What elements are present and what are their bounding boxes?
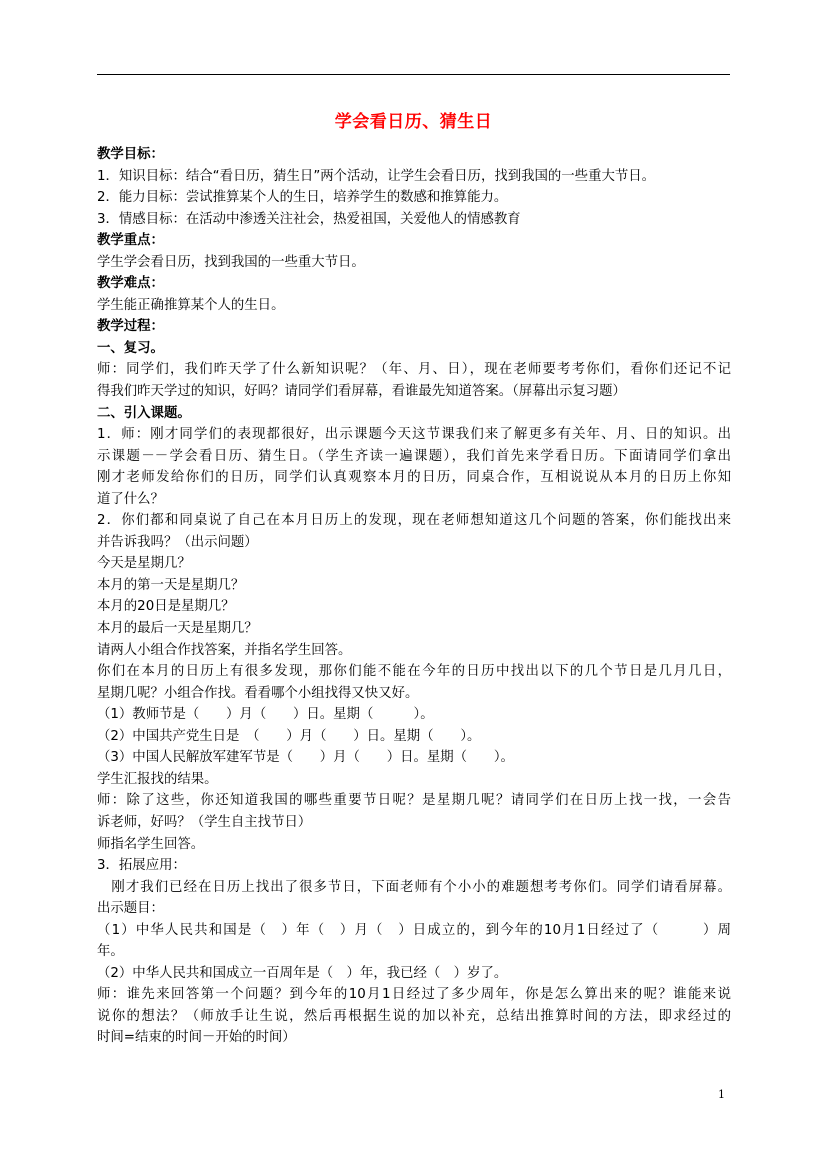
text-line: 年。 [97,944,124,960]
text-line: 2．你们都和同桌说了自己在本月日历上的发现，现在老师想知道这几个问题的答案，你们能找出来 [97,513,731,529]
section-heading: 一、复习。 [97,340,164,356]
text-line: 3．情感目标：在活动中渗透关注社会，热爱祖国，关爱他人的情感教育 [97,211,521,227]
section-heading: 二、引入课题。 [97,405,191,421]
text-line: 学生学会看日历，找到我国的一些重大节日。 [97,254,365,270]
text-line: 1．知识目标：结合“看日历，猜生日”两个活动，让学生会看日历，找到我国的一些重大节日。 [97,168,656,184]
text-line: 本月的最后一天是星期几？ [97,621,258,637]
text-line: 说你的想法？（师放手让生说，然后再根据生说的加以补充，总结出推算时间的方法，即求经过的 [97,1008,731,1024]
text-line: 请两人小组合作找答案，并指名学生回答。 [97,642,352,658]
section-heading: 教学难点： [97,276,164,292]
text-line: 示课题－－学会看日历、猜生日。（学生齐读一遍课题），我们首先来学看日历。下面请同学们拿出 [97,448,731,464]
text-line: 道了什么？ [97,491,164,507]
text-line: 出示题目： [97,901,164,917]
text-line: 师指名学生回答。 [97,836,205,852]
text-line: （2）中华人民共和国成立一百周年是（ ）年，我已经（ ）岁了。 [97,965,508,981]
text-line: 3．拓展应用： [97,858,186,874]
document-body [97,144,731,1049]
text-line: 你们在本月的日历上有很多发现，那你们能不能在今年的日历中找出以下的几个节日是几月几日， [97,664,731,680]
text-line: 2．能力目标：尝试推算某个人的生日，培养学生的数感和推算能力。 [97,190,508,206]
text-line: （3）中国人民解放军建军节是（ ）月（ ）日。星期（ ）。 [97,750,514,766]
text-line: 今天是星期几？ [97,556,191,572]
section-heading: 教学过程： [97,319,164,335]
text-line: （1）中华人民共和国是（ ）年（ ）月（ ）日成立的，到今年的10月1日经过了（ ）周 [97,922,731,938]
text-line: 学生汇报找的结果。 [97,771,218,787]
page-number: 1 [718,1088,725,1101]
header-rule [97,74,730,75]
text-line: 刚才我们已经在日历上找出了很多节日，下面老师有个小小的难题想考考你们。同学们请看屏幕。 [97,879,731,895]
text-line: （1）教师节是（ ）月（ ）日。星期（ ）。 [97,707,434,723]
text-line: 时间=结束的时间－开始的时间） [97,1030,296,1046]
text-line: 师：谁先来回答第一个问题？到今年的10月1日经过了多少周年，你是怎么算出来的呢？谁能来说 [97,987,731,1003]
text-line: 星期几呢？小组合作找。看看哪个小组找得又快又好。 [97,685,419,701]
text-line: 诉老师，好吗？（学生自主找节日） [97,814,312,830]
text-line: 师：同学们，我们昨天学了什么新知识呢？（年、月、日），现在老师要考考你们，看你们还记不记 [97,362,731,378]
section-heading: 教学重点： [97,233,164,249]
text-line: 本月的第一天是星期几？ [97,577,245,593]
text-line: 本月的20日是星期几？ [97,599,235,615]
text-line: 刚才老师发给你们的日历，同学们认真观察本月的日历，同桌合作，互相说说从本月的日历上你知 [97,470,731,486]
text-line: 并告诉我吗？（出示问题） [97,534,258,550]
page-title: 学会看日历、猜生日 [334,112,493,132]
text-line: （2）中国共产党生日是 （ ）月（ ）日。星期（ ）。 [97,728,481,744]
text-line: 学生能正确推算某个人的生日。 [97,297,285,313]
text-line: 师：除了这些，你还知道我国的哪些重要节日呢？是星期几呢？请同学们在日历上找一找，一会告 [97,793,731,809]
section-heading: 教学目标： [97,147,164,162]
text-line: 得我们昨天学过的知识，好吗？请同学们看屏幕，看谁最先知道答案。（屏幕出示复习题） [97,384,626,400]
text-line: 1．师：刚才同学们的表现都很好，出示课题今天这节课我们来了解更多有关年、月、日的知识。出 [97,427,731,443]
